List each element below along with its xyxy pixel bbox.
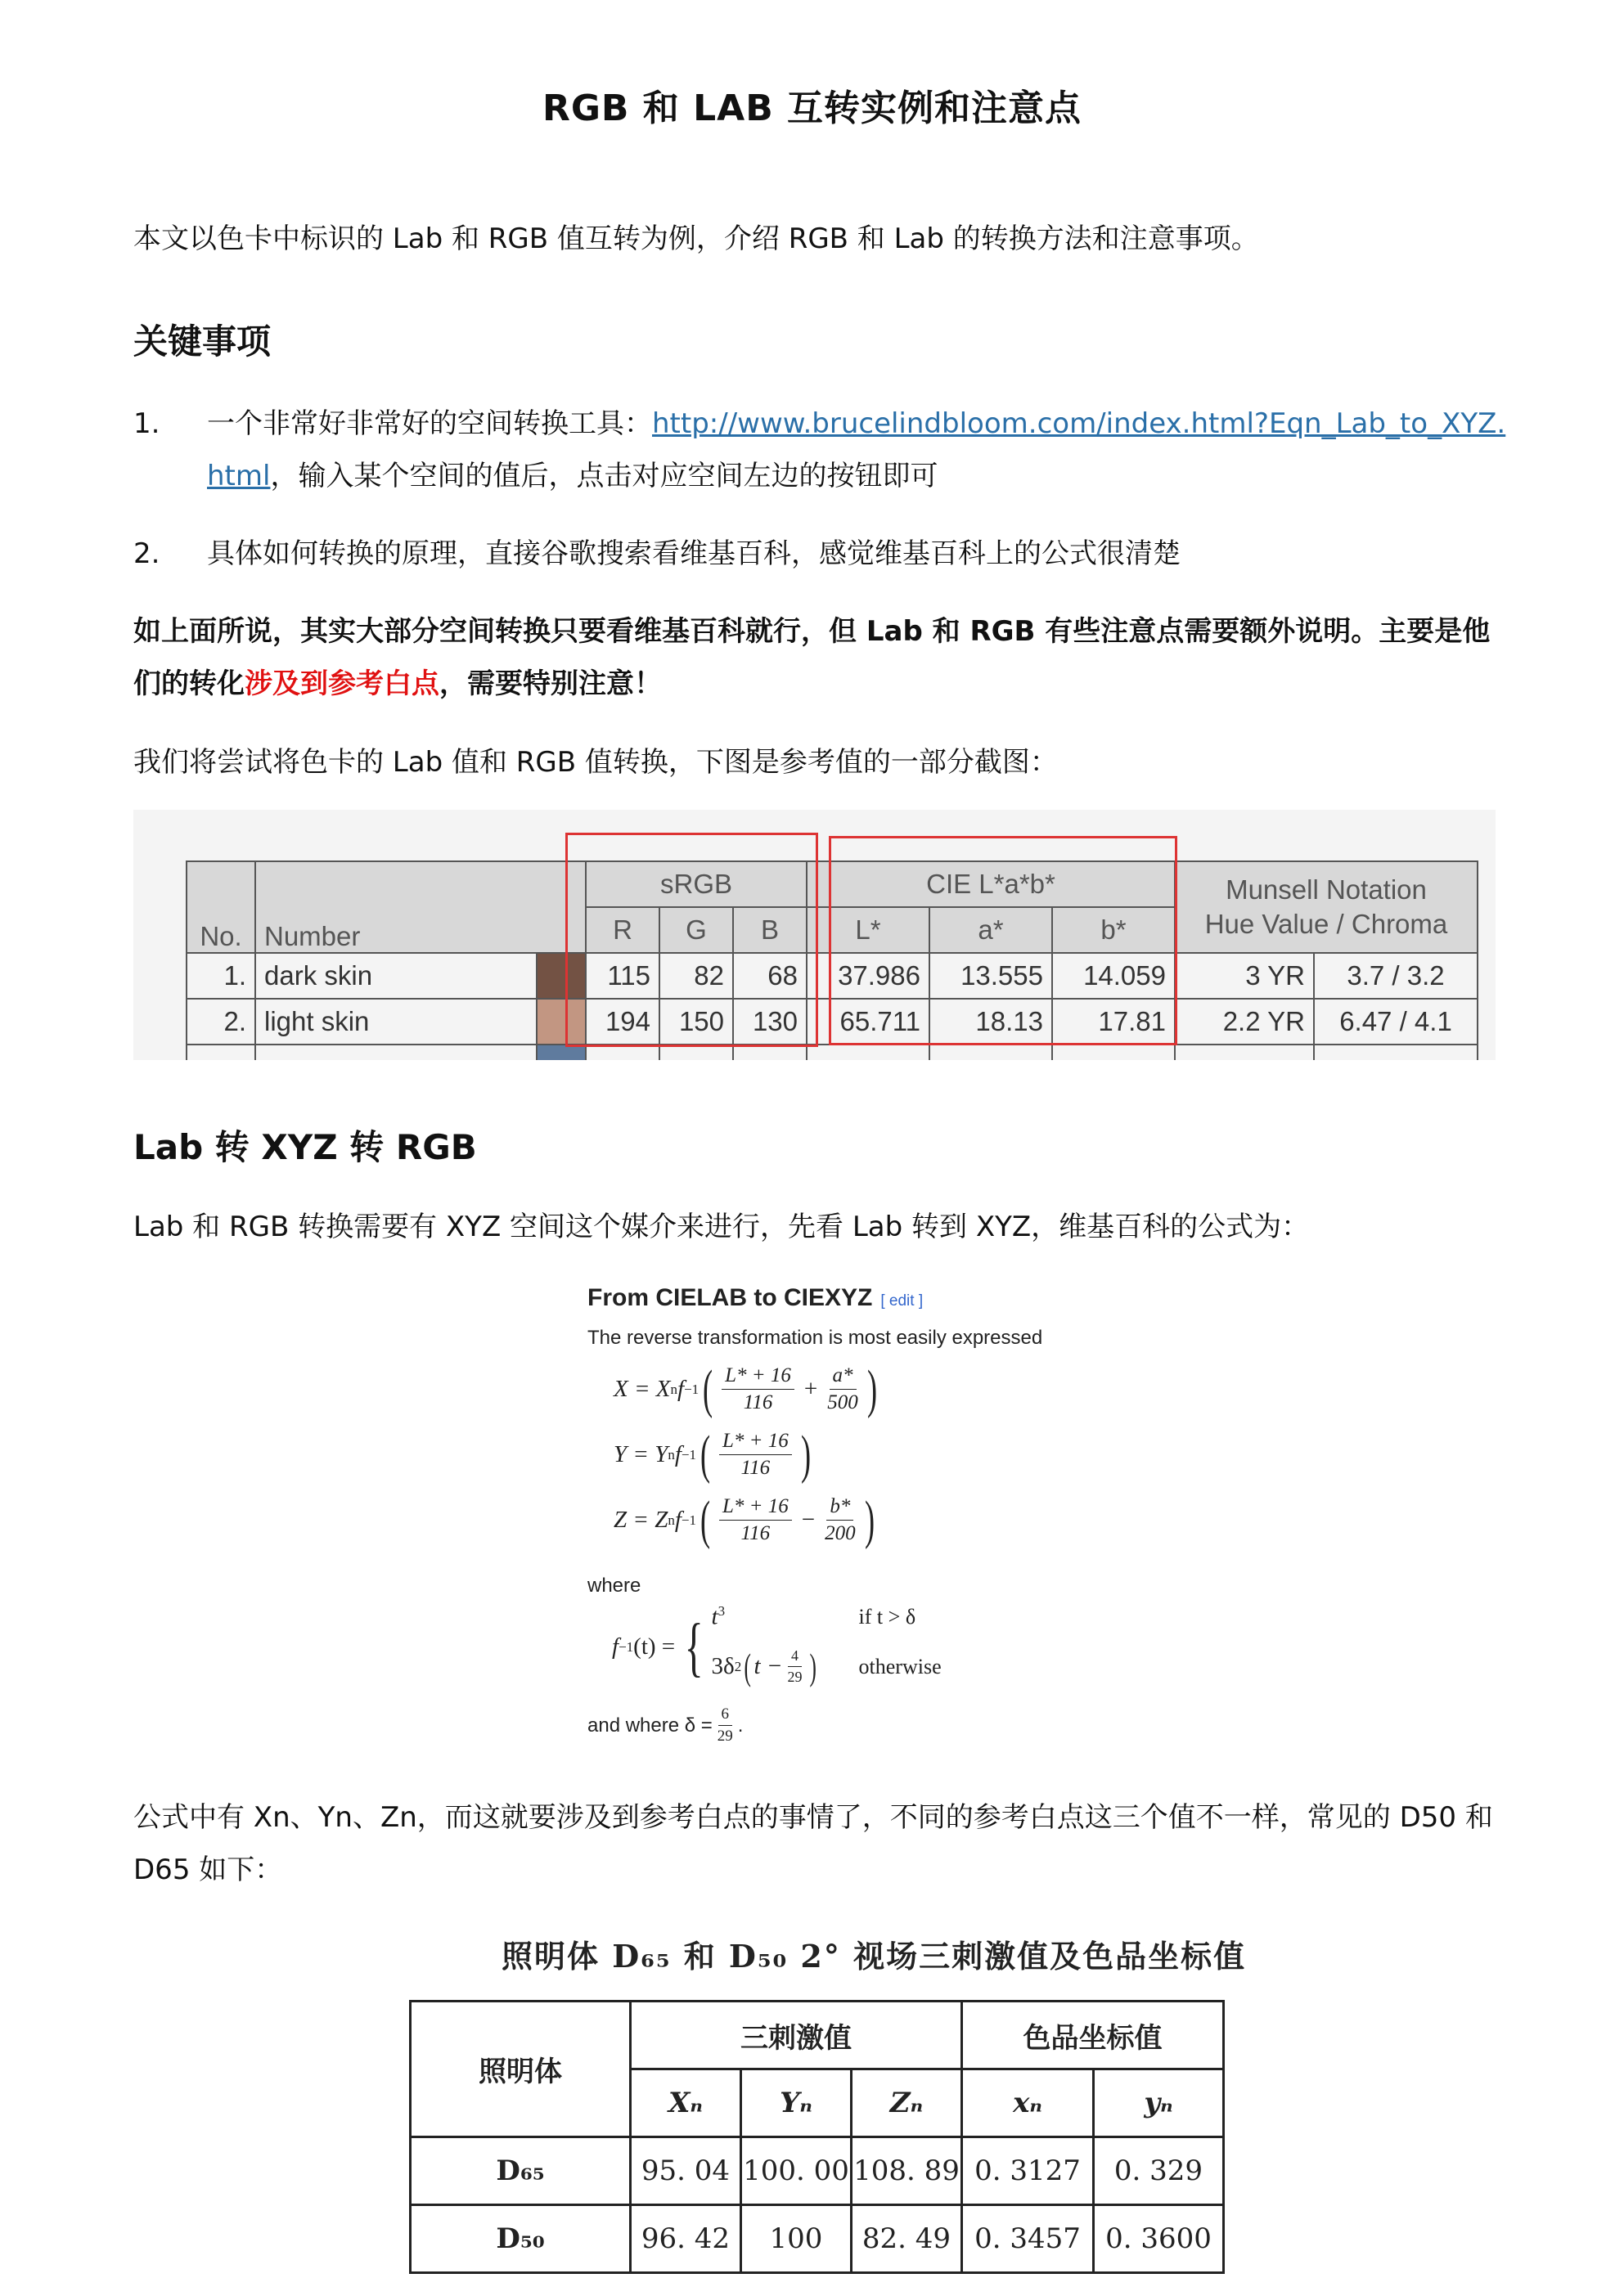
- case1-sup: 3: [718, 1603, 726, 1619]
- denominator: 116: [743, 1391, 773, 1413]
- row-g: 150: [659, 999, 733, 1045]
- lab-highlight-box: [829, 836, 1177, 1045]
- intro-paragraph: 本文以色卡中标识的 Lab 和 RGB 值互转为例，介绍 RGB 和 Lab 的转换方法和注意事项。: [133, 222, 1259, 255]
- illuminant-caption: 照明体 D₆₅ 和 D₅₀ 2° 视场三刺激值及色品坐标值: [502, 1938, 1247, 1975]
- header-l: L*: [807, 907, 929, 953]
- header-xn: Xₙ: [631, 2069, 741, 2137]
- numerator: a*: [830, 1364, 857, 1390]
- numerator: 4: [788, 1647, 802, 1667]
- superscript-inverse: −1: [681, 1512, 696, 1528]
- row-b: 130: [733, 999, 807, 1045]
- plus-sign: +: [803, 1376, 818, 1402]
- header-number: Number: [255, 861, 586, 953]
- denominator: 29: [787, 1669, 803, 1686]
- row-value-chroma: 6.47 / 4.1: [1314, 999, 1478, 1045]
- row-x: 96. 42: [631, 2205, 741, 2273]
- denominator: 500: [827, 1391, 858, 1413]
- illuminant-figure: [391, 1926, 1250, 2296]
- srgb-highlight-box: [565, 833, 818, 1047]
- case2-t: t −: [754, 1653, 783, 1680]
- case1-expr: t: [711, 1603, 718, 1630]
- header-g: G: [659, 907, 733, 953]
- row-hue: 3 YR: [1175, 953, 1314, 999]
- header-tristimulus: 三刺激值: [631, 2002, 962, 2069]
- header-zn: Zₙ: [852, 2069, 962, 2137]
- f-inverse-definition: f −1 (t) = { $t^3$ if t > δ 3δ 2 ( t − $\frac{4}{29}$ ) otherwise: [612, 1603, 942, 1692]
- list-text: 具体如何转换的原理，直接谷歌搜索看维基百科，感觉维基百科上的公式很清楚: [207, 537, 1181, 570]
- denominator: 200: [825, 1522, 856, 1544]
- f-symbol: f: [674, 1441, 682, 1467]
- f-symbol: f: [612, 1633, 619, 1660]
- case1-condition: if t > δ: [858, 1604, 916, 1629]
- delta-definition: [587, 1705, 743, 1746]
- x-lhs: X = X: [614, 1376, 671, 1402]
- note-highlight: 涉及到参考白点: [245, 667, 439, 700]
- row-x: 95. 04: [631, 2137, 741, 2205]
- row-l: 37.986: [807, 953, 929, 999]
- case2-sup: 2: [734, 1658, 742, 1674]
- color-checker-figure: [133, 810, 1496, 1060]
- superscript-inverse: −1: [681, 1446, 696, 1463]
- formula-intro: The reverse transformation is most easily expressed: [587, 1327, 1043, 1349]
- superscript-inverse: −1: [684, 1381, 700, 1397]
- row-z: 82. 49: [852, 2205, 962, 2273]
- row-bstar: 17.81: [1052, 999, 1175, 1045]
- edit-link[interactable]: [ edit ]: [880, 1292, 924, 1310]
- f-symbol: f: [677, 1376, 685, 1402]
- row-yc: 0. 329: [1094, 2137, 1224, 2205]
- header-no: No.: [187, 861, 255, 953]
- formula-title-text: From CIELAB to CIEXYZ: [587, 1284, 873, 1311]
- munsell-line2: Hue Value / Chroma: [1204, 909, 1448, 939]
- superscript-inverse: −1: [619, 1638, 634, 1655]
- warning-note: [133, 605, 1508, 710]
- list-text: 一个非常好非常好的空间转换工具：: [207, 407, 652, 440]
- table-row: [411, 2137, 1224, 2205]
- numerator: L* + 16: [722, 1364, 794, 1390]
- illuminant-table: [409, 2000, 1225, 2274]
- converter-link[interactable]: http://www.brucelindbloom.com/index.html?Eqn_Lab_to_XYZ.html: [207, 407, 1506, 492]
- header-bstar: b*: [1052, 907, 1175, 953]
- case-two: 3δ 2 ( t − $\frac{4}{29}$ ) otherwise: [711, 1645, 942, 1687]
- row-name: light skin: [255, 999, 537, 1045]
- case2-coef: 3δ: [711, 1653, 735, 1680]
- denominator: 116: [740, 1522, 771, 1544]
- row-y: 100. 00: [741, 2137, 852, 2205]
- table-row: [411, 2205, 1224, 2273]
- whitepoint-paragraph: 公式中有 Xn、Yn、Zn，而这就要涉及到参考白点的事情了，不同的参考白点这三个值不一样，常见的 D50 和 D65 如下：: [133, 1801, 1493, 1886]
- header-xc: xₙ: [962, 2069, 1094, 2137]
- subscript-n: n: [668, 1512, 675, 1528]
- numerator: L* + 16: [719, 1430, 792, 1455]
- row-r: 115: [586, 953, 659, 999]
- where-label: where: [587, 1575, 641, 1597]
- list-number: 1.: [133, 407, 160, 440]
- header-illuminant: 照明体: [411, 2002, 631, 2137]
- list-number: 2.: [133, 537, 160, 570]
- row-y: 100: [741, 2205, 852, 2273]
- row-bstar: 14.059: [1052, 953, 1175, 999]
- row-xc: 0. 3127: [962, 2137, 1094, 2205]
- section-heading-lab-xyz-rgb: Lab 转 XYZ 转 RGB: [133, 1127, 477, 1167]
- wiki-formula-figure: [581, 1276, 1088, 1746]
- formula-title: [587, 1284, 923, 1312]
- list-text-after: ，输入某个空间的值后，点击对应空间左边的按钮即可: [270, 460, 938, 492]
- numerator: b*: [826, 1495, 853, 1521]
- x-equation: X = X n f −1 ( $\frac{L* + 16}{116}$ + $\frac{a*}{500}$ ): [614, 1359, 877, 1419]
- row-yc: 0. 3600: [1094, 2205, 1224, 2273]
- row-no: 1.: [187, 953, 255, 999]
- period: .: [737, 1714, 744, 1737]
- row-name: dark skin: [255, 953, 537, 999]
- case-one: [712, 1603, 942, 1631]
- z-equation: Z = Z n f −1 ( $\frac{L* + 16}{116}$ − $\frac{b*}{200}$ ): [614, 1489, 875, 1550]
- numerator: 6: [718, 1705, 733, 1726]
- subscript-n: n: [668, 1446, 675, 1463]
- y-equation: Y = Y n f −1 ( $\frac{L* + 16}{116}$ ): [614, 1424, 811, 1485]
- row-g: 82: [659, 953, 733, 999]
- row-hue: 2.2 YR: [1175, 999, 1314, 1045]
- header-a: a*: [929, 907, 1052, 953]
- row-r: 194: [586, 999, 659, 1045]
- header-yc: yₙ: [1094, 2069, 1224, 2137]
- row-b: 68: [733, 953, 807, 999]
- header-munsell: [1175, 861, 1478, 953]
- denominator: 116: [740, 1457, 771, 1479]
- row-no: 2.: [187, 999, 255, 1045]
- note-text-end: ，需要特别注意！: [439, 667, 662, 700]
- header-yn: Yₙ: [741, 2069, 852, 2137]
- subscript-n: n: [670, 1381, 677, 1397]
- y-lhs: Y = Y: [614, 1441, 668, 1467]
- row-a: 18.13: [929, 999, 1052, 1045]
- header-r: R: [586, 907, 659, 953]
- f-argument: (t) =: [633, 1633, 676, 1660]
- header-chromaticity: 色品坐标值: [962, 2002, 1224, 2069]
- f-symbol: f: [674, 1507, 682, 1533]
- munsell-line1: Munsell Notation: [1226, 874, 1427, 905]
- note-text: 如上面所说，其实大部分空间转换只要看维基百科就行，但 Lab 和 RGB 有些注意点需要额外说明。主要是他们的转化: [133, 615, 1491, 700]
- header-srgb: sRGB: [586, 861, 807, 907]
- row-z: 108. 89: [852, 2137, 962, 2205]
- page-title: RGB 和 LAB 互转实例和注意点: [542, 88, 1082, 129]
- row-l: 65.711: [807, 999, 929, 1045]
- row-a: 13.555: [929, 953, 1052, 999]
- row-value-chroma: 3.7 / 3.2: [1314, 953, 1478, 999]
- figure-intro-paragraph: 我们将尝试将色卡的 Lab 值和 RGB 值转换，下图是参考值的一部分截图：: [133, 746, 1058, 779]
- numerator: L* + 16: [719, 1495, 792, 1521]
- row-name: D₅₀: [411, 2205, 631, 2273]
- row-name: D₆₅: [411, 2137, 631, 2205]
- table-row-cropped: [187, 1045, 1478, 1060]
- and-where-text: and where δ =: [587, 1714, 713, 1737]
- section2-paragraph: Lab 和 RGB 转换需要有 XYZ 空间这个媒介来进行，先看 Lab 转到 XYZ，维基百科的公式为：: [133, 1211, 1310, 1243]
- header-b: B: [733, 907, 807, 953]
- header-cielab: CIE L*a*b*: [807, 861, 1175, 907]
- section-heading-key-points: 关键事项: [133, 321, 272, 362]
- row-xc: 0. 3457: [962, 2205, 1094, 2273]
- z-lhs: Z = Z: [614, 1507, 668, 1533]
- minus-sign: −: [801, 1507, 816, 1533]
- case2-condition: otherwise: [858, 1654, 942, 1678]
- denominator: 29: [717, 1728, 733, 1745]
